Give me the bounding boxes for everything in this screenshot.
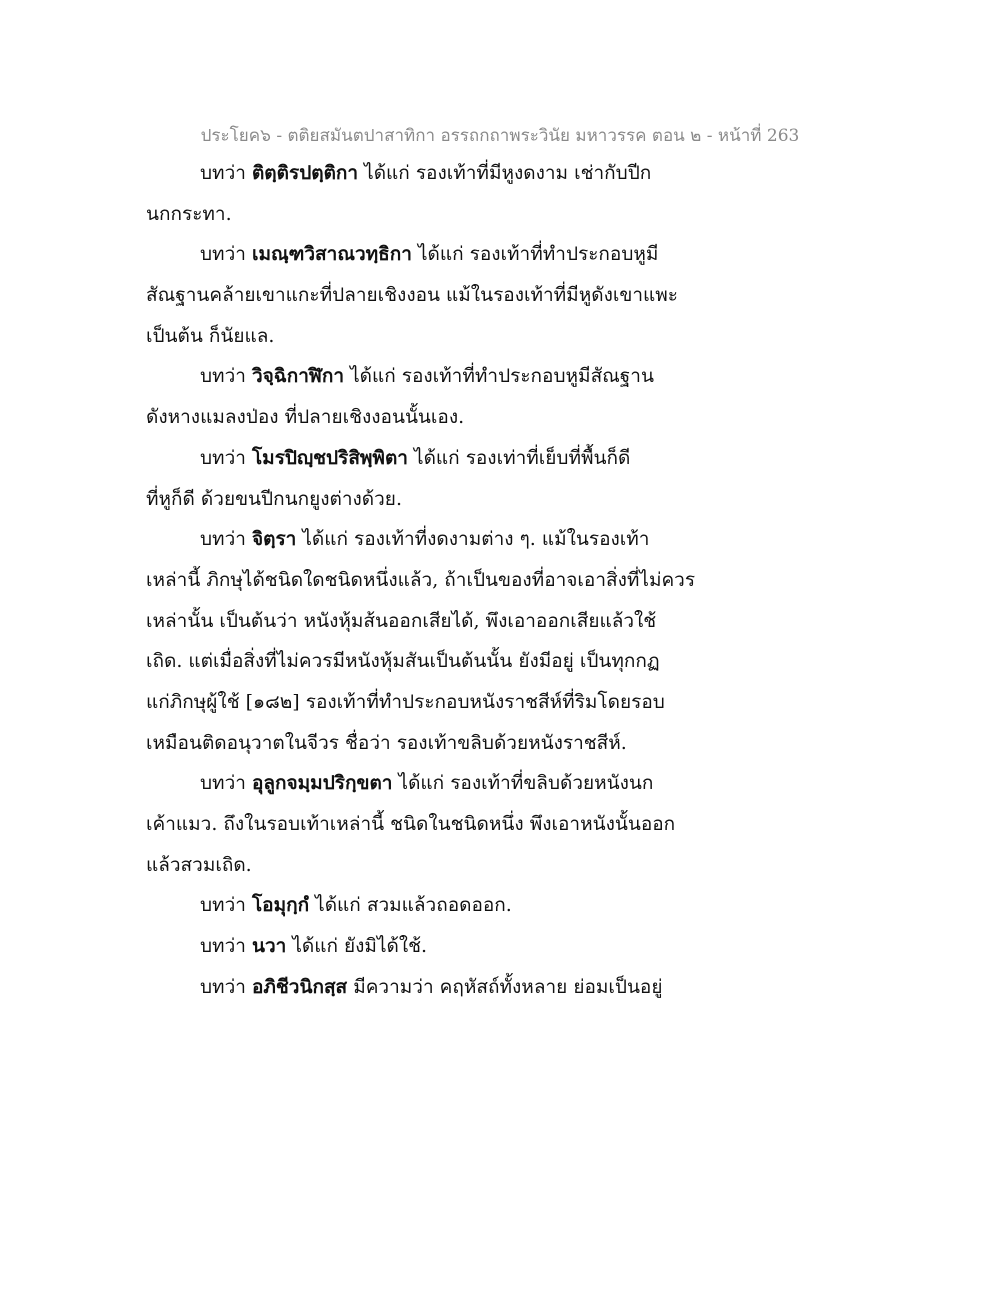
body-text	[146, 153, 706, 1007]
text-line	[146, 885, 706, 926]
line-text: บทว่า	[200, 446, 252, 469]
text-line	[146, 234, 706, 275]
text-line	[146, 438, 706, 479]
text-line	[146, 641, 706, 682]
line-text: เถิด. แต่เมื่อสิ่งที่ไม่ควรมีหนังหุ้มสันเป็นต้นนั้น ยังมีอยู่ เป็นทุกกฏ	[146, 650, 660, 673]
running-header: ประโยค๖ - ตติยสมันตปาสาทิกา อรรถกถาพระวินัย มหาวรรค ตอน ๒ - หน้าที่ 263	[200, 126, 800, 146]
text-line	[146, 967, 706, 1008]
line-text-definition: มีความว่า คฤหัสถ์ทั้งหลาย ย่อมเป็นอยู่	[347, 975, 663, 998]
line-text-definition: ได้แก่ สวมแล้วถอดออก.	[309, 894, 512, 917]
defined-term: โอมุกฺกํ	[251, 894, 310, 917]
text-line	[146, 153, 706, 194]
line-text-definition: ได้แก่ รองเท้าที่งดงามต่าง ๆ. แม้ในรองเท้า	[296, 528, 650, 551]
defined-term: เมณฺฑวิสาณวทฺธิกา	[251, 243, 412, 266]
line-text: บทว่า	[200, 935, 252, 958]
line-text: บทว่า	[200, 365, 252, 388]
text-line	[146, 926, 706, 967]
line-text-definition: ได้แก่ รองเท้าที่ทำประกอบหูมี	[411, 243, 659, 266]
text-line	[146, 397, 706, 438]
defined-term: นวา	[251, 935, 287, 958]
line-text: แล้วสวมเถิด.	[146, 853, 252, 876]
line-text-definition: ได้แก่ รองเท้าที่ขลิบด้วยหนังนก	[392, 772, 654, 795]
text-line	[146, 845, 706, 886]
text-line	[146, 519, 706, 560]
text-line	[146, 316, 706, 357]
line-text: นกกระทา.	[146, 202, 232, 225]
line-text-definition: ได้แก่ ยังมิได้ใช้.	[286, 935, 428, 958]
line-text: เหล่านั้น เป็นต้นว่า หนังหุ้มส้นออกเสียได้, พึงเอาออกเสียแล้วใช้	[146, 609, 657, 632]
defined-term: วิจฺฉิกาฬิกา	[251, 365, 345, 388]
line-text-definition: ได้แก่ รองเท้าที่ทำประกอบหูมีสัณฐาน	[344, 365, 654, 388]
text-line	[146, 275, 706, 316]
line-text-definition: ได้แก่ รองเท้าที่มีหูงดงาม เช่ากับปีก	[358, 162, 652, 184]
text-line	[146, 194, 706, 235]
line-text: บทว่า	[200, 243, 252, 266]
line-text-definition: ได้แก่ รองเท่าที่เย็บที่พื้นก็ดี	[407, 446, 631, 469]
line-text: แก่ภิกษุผู้ใช้ [๑๘๒] รองเท้าที่ทำประกอบหนังราชสีห์ที่ริมโดยรอบ	[146, 690, 665, 713]
text-line	[146, 479, 706, 520]
line-text: ที่หูก็ดี ด้วยขนปีกนกยูงต่างด้วย.	[146, 487, 402, 510]
text-line	[146, 560, 706, 601]
text-line	[146, 601, 706, 642]
line-text: เป็นต้น ก็นัยแล.	[146, 324, 275, 347]
text-line	[146, 804, 706, 845]
line-text: เหมือนติดอนุวาตในจีวร ชื่อว่า รองเท้าขลิบด้วยหนังราชสีห์.	[146, 731, 627, 754]
line-text: ดังหางแมลงป่อง ที่ปลายเชิงงอนนั้นเอง.	[146, 406, 465, 429]
line-text: เค้าแมว. ถึงในรอบเท้าเหล่านี้ ชนิดในชนิดหนึ่ง พึงเอาหนังนั้นออก	[146, 813, 676, 835]
text-line	[146, 682, 706, 723]
defined-term: โมรปิญฺชปริสิพฺพิตา	[251, 446, 408, 469]
line-text: บทว่า	[200, 894, 252, 917]
defined-term: อภิชีวนิกสฺส	[251, 975, 348, 998]
defined-term: ติตฺติรปตฺติกา	[251, 162, 359, 184]
line-text: บทว่า	[200, 162, 252, 184]
text-line	[146, 723, 706, 764]
line-text: สัณฐานคล้ายเขาแกะที่ปลายเชิงงอน แม้ในรองเท้าที่มีหูดังเขาแพะ	[146, 284, 678, 307]
text-line	[146, 356, 706, 397]
defined-term: อุลูกจมฺมปริกฺขตา	[251, 772, 393, 795]
text-line	[146, 763, 706, 804]
line-text: บทว่า	[200, 975, 252, 998]
line-text: บทว่า	[200, 528, 252, 551]
line-text: บทว่า	[200, 772, 252, 795]
defined-term: จิตฺรา	[251, 528, 297, 551]
line-text: เหล่านี้ ภิกษุได้ชนิดใดชนิดหนึ่งแล้ว, ถ้าเป็นของที่อาจเอาสิ่งที่ไม่ควร	[146, 568, 696, 591]
